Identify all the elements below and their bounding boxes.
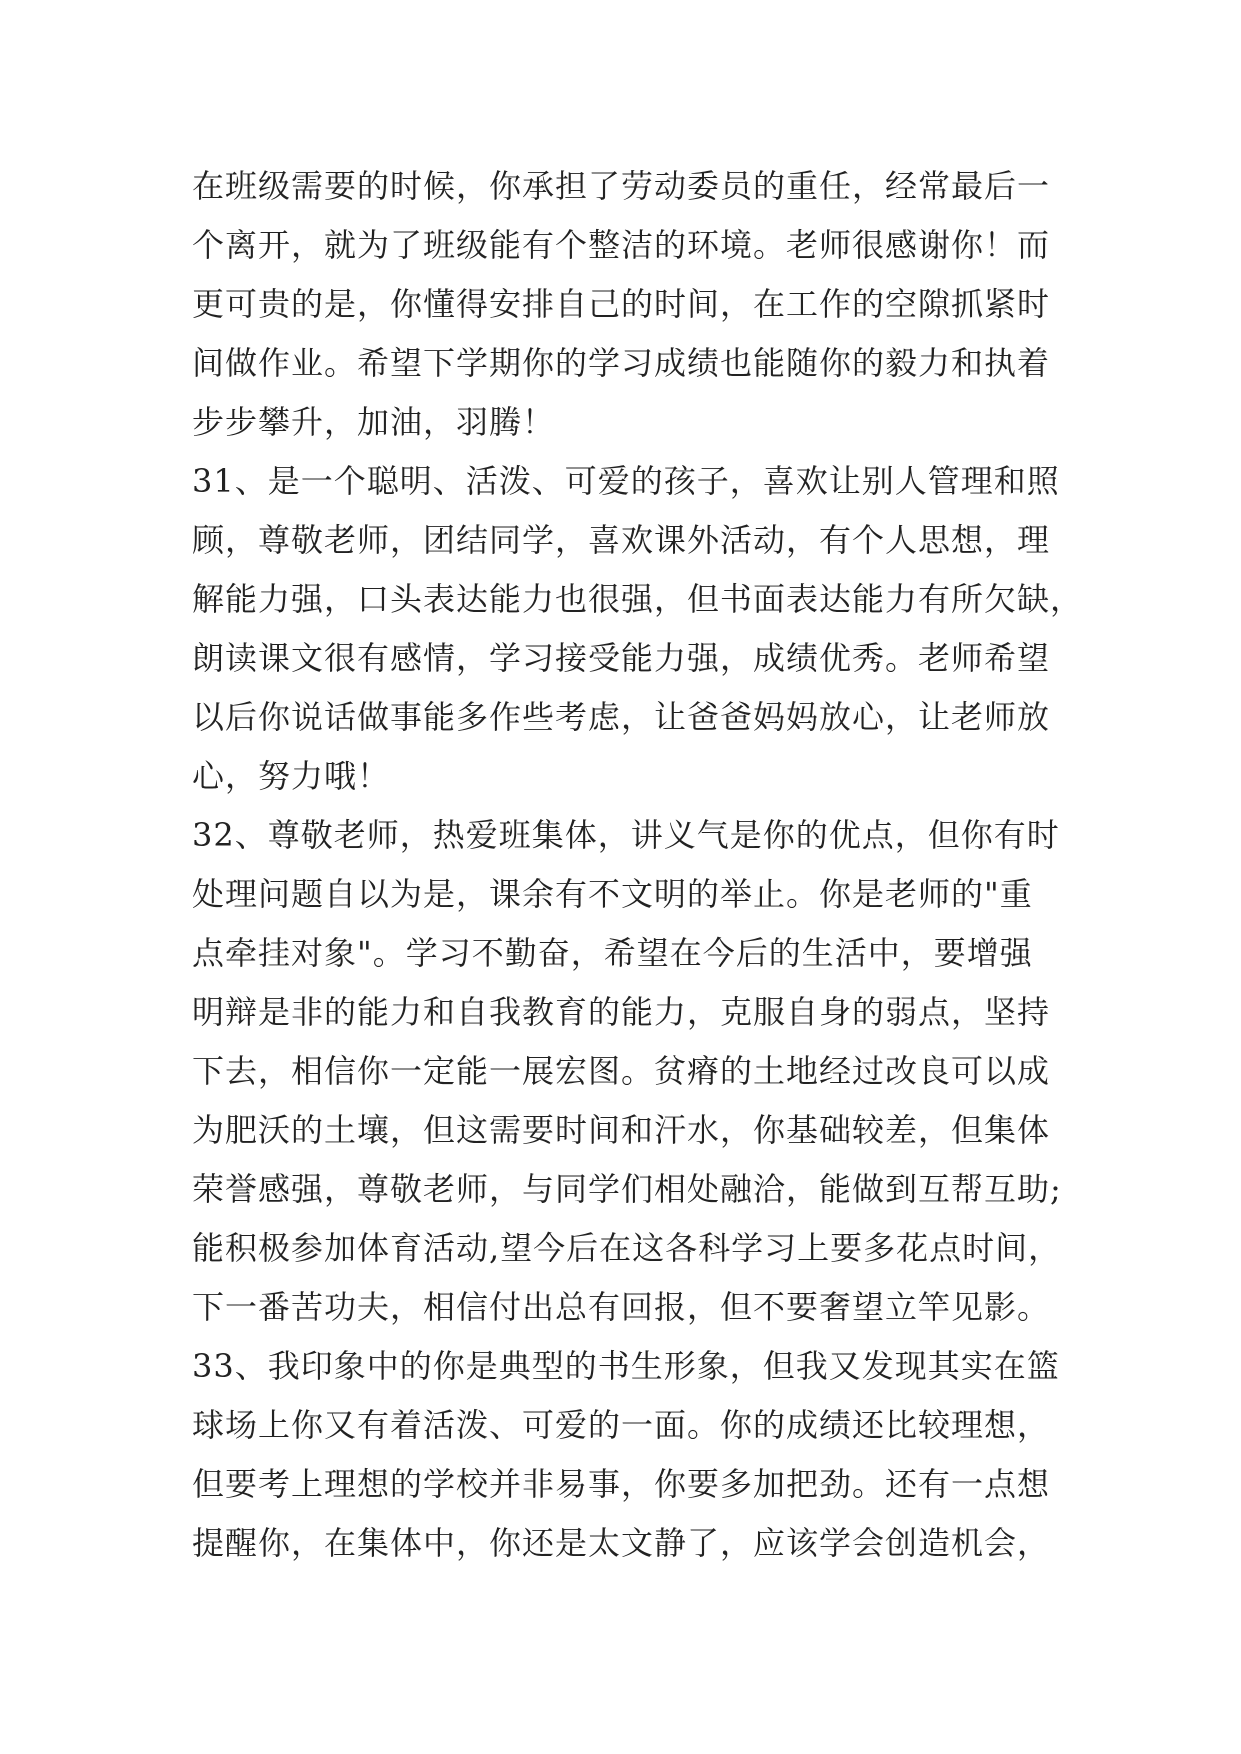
text-line: 为肥沃的土壤，但这需要时间和汗水，你基础较差，但集体	[192, 1111, 1051, 1149]
text-line: 处理问题自以为是，课余有不文明的举止。你是老师的"重	[192, 875, 1033, 913]
text-line: 下一番苦功夫，相信付出总有回报，但不要奢望立竿见影。	[192, 1288, 1051, 1326]
text-line: 个离开，就为了班级能有个整洁的环境。老师很感谢你！而	[192, 226, 1051, 264]
text-line: 间做作业。希望下学期你的学习成绩也能随你的毅力和执着	[192, 344, 1051, 382]
text-line: 明辩是非的能力和自我教育的能力，克服自身的弱点，坚持	[192, 993, 1051, 1031]
text-line: 荣誉感强，尊敬老师，与同学们相处融洽，能做到互帮互助;	[192, 1170, 1062, 1208]
text-line: 球场上你又有着活泼、可爱的一面。你的成绩还比较理想，	[192, 1406, 1051, 1444]
text-line: 朗读课文很有感情，学习接受能力强，成绩优秀。老师希望	[192, 639, 1051, 677]
text-line: 33、我印象中的你是典型的书生形象，但我又发现其实在篮	[192, 1347, 1060, 1385]
text-line: 能积极参加体育活动,望今后在这各科学习上要多花点时间，	[192, 1229, 1062, 1267]
text-line: 步步攀升，加油，羽腾！	[192, 403, 556, 441]
text-line: 更可贵的是，你懂得安排自己的时间，在工作的空隙抓紧时	[192, 285, 1051, 323]
text-line: 31、是一个聪明、活泼、可爱的孩子，喜欢让别人管理和照	[192, 462, 1060, 500]
text-line: 以后你说话做事能多作些考虑，让爸爸妈妈放心，让老师放	[192, 698, 1051, 736]
body-text	[192, 157, 1084, 1573]
text-line: 心，努力哦！	[192, 757, 391, 795]
text-line: 32、尊敬老师，热爱班集体，讲义气是你的优点，但你有时	[192, 816, 1060, 854]
text-line: 顾，尊敬老师，团结同学，喜欢课外活动，有个人思想，理	[192, 521, 1051, 559]
text-line: 但要考上理想的学校并非易事，你要多加把劲。还有一点想	[192, 1465, 1051, 1503]
text-line: 点牵挂对象"。学习不勤奋，希望在今后的生活中，要增强	[192, 934, 1033, 972]
text-line: 提醒你，在集体中，你还是太文静了，应该学会创造机会，	[192, 1524, 1051, 1562]
text-line: 在班级需要的时候，你承担了劳动委员的重任，经常最后一	[192, 167, 1051, 205]
text-line: 解能力强，口头表达能力也很强，但书面表达能力有所欠缺，	[192, 580, 1084, 618]
text-line: 下去，相信你一定能一展宏图。贫瘠的土地经过改良可以成	[192, 1052, 1051, 1090]
